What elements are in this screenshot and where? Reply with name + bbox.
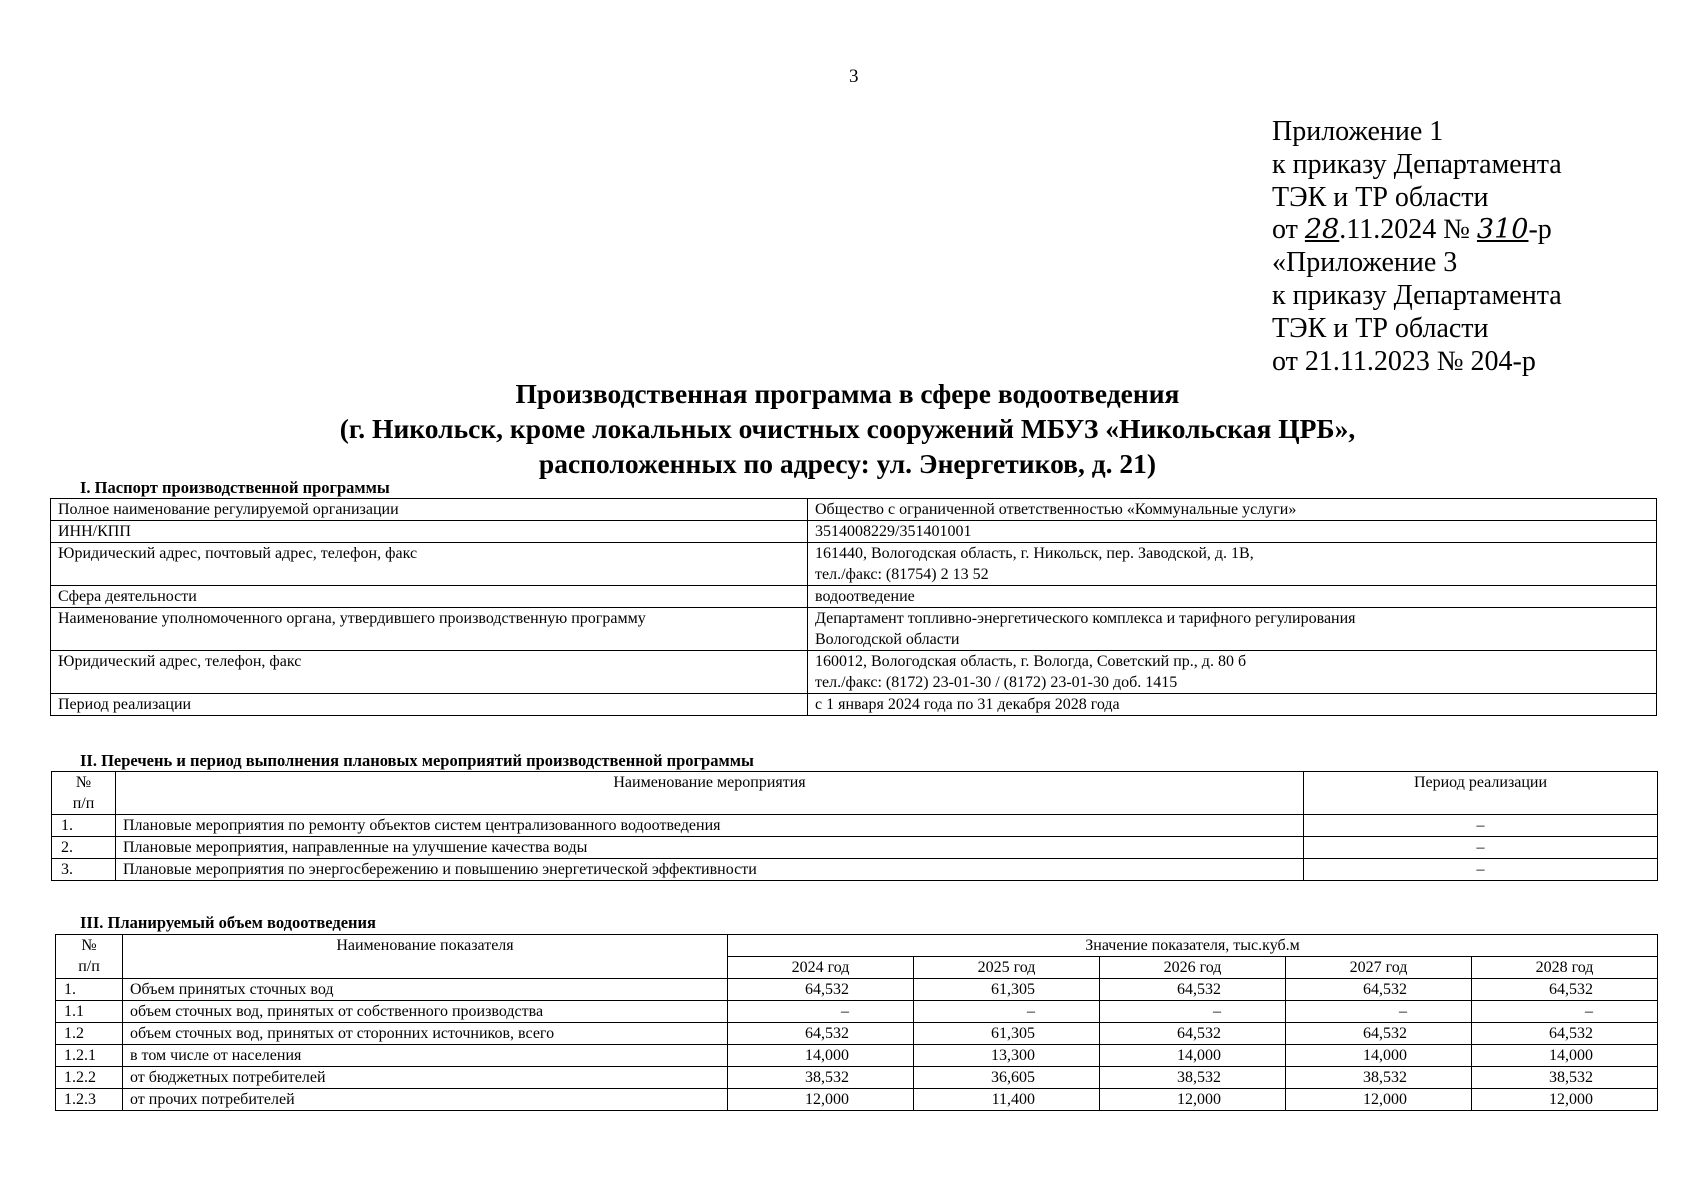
passport-key: Полное наименование регулируемой организации [51, 499, 808, 521]
indicator-name: в том числе от населения [123, 1045, 728, 1067]
indicator-value: 14,000 [1472, 1045, 1658, 1067]
measure-name: Плановые мероприятия по энергосбережению и повышению энергетической эффективности [116, 859, 1304, 881]
indicator-name: объем сточных вод, принятых от сторонних источников, всего [123, 1023, 728, 1045]
appendix-line: к приказу Департамента [1272, 148, 1562, 180]
indicator-value: 13,300 [914, 1045, 1100, 1067]
measures-table [51, 771, 1658, 881]
indicator-value: 64,532 [1472, 979, 1658, 1001]
indicator-value: 64,532 [1286, 1023, 1472, 1045]
appendix-line: ТЭК и ТР области [1272, 181, 1489, 213]
row-number: 1.2 [56, 1023, 123, 1045]
passport-value: 3514008229/351401001 [808, 521, 1657, 543]
table-row [51, 499, 1657, 521]
passport-key: ИНН/КПП [51, 521, 808, 543]
table-row [56, 1089, 1658, 1111]
passport-key: Наименование уполномоченного органа, утвердившего производственную программу [51, 608, 808, 651]
indicator-value: – [1286, 1001, 1472, 1023]
column-header-year: 2027 год [1286, 957, 1472, 979]
indicator-value: 11,400 [914, 1089, 1100, 1111]
measure-name: Плановые мероприятия, направленные на улучшение качества воды [116, 837, 1304, 859]
column-header-number-line: п/п [72, 795, 95, 812]
passport-value-line: Департамент топливно-энергетического комплекса и тарифного регулирования [815, 610, 1356, 627]
measure-period: – [1304, 815, 1658, 837]
indicator-value: 38,532 [728, 1067, 914, 1089]
passport-value [808, 608, 1657, 651]
indicator-value: 36,605 [914, 1067, 1100, 1089]
row-number: 3. [52, 859, 116, 881]
appendix-block [1272, 116, 1562, 378]
measure-period: – [1304, 837, 1658, 859]
passport-value-line: 160012, Вологодская область, г. Вологда, Советский пр., д. 80 б [815, 653, 1247, 670]
table-row [51, 608, 1657, 651]
passport-value [808, 651, 1657, 694]
volume-table [55, 934, 1658, 1111]
indicator-value: 38,532 [1472, 1067, 1658, 1089]
table-row [51, 651, 1657, 694]
indicator-value: 61,305 [914, 1023, 1100, 1045]
indicator-value: – [914, 1001, 1100, 1023]
column-header-name: Наименование показателя [123, 935, 728, 979]
indicator-value: 12,000 [1472, 1089, 1658, 1111]
passport-value [808, 543, 1657, 586]
indicator-value: 38,532 [1286, 1067, 1472, 1089]
handwritten-day: 28 [1304, 214, 1340, 246]
indicator-value: 14,000 [1100, 1045, 1286, 1067]
appendix-prefix: от [1272, 214, 1305, 246]
column-header-number-line: № [75, 774, 92, 791]
section1-heading: I. Паспорт производственной программы [80, 478, 390, 497]
table-row [52, 815, 1658, 837]
appendix-date: .11.2024 № [1339, 214, 1477, 246]
table-header-row [56, 935, 1658, 957]
table-row [51, 521, 1657, 543]
column-header-year: 2025 год [914, 957, 1100, 979]
title-line: Производственная программа в сфере водоотведения [515, 378, 1180, 409]
document-title [0, 376, 1695, 481]
indicator-value: 14,000 [728, 1045, 914, 1067]
indicator-value: – [728, 1001, 914, 1023]
column-header-year: 2026 год [1100, 957, 1286, 979]
column-header-values: Значение показателя, тыс.куб.м [728, 935, 1658, 957]
indicator-value: 64,532 [1100, 979, 1286, 1001]
passport-value-line: тел./факс: (8172) 23-01-30 / (8172) 23-01-30 доб. 1415 [815, 674, 1178, 691]
indicator-value: – [1100, 1001, 1286, 1023]
page-number: 3 [849, 66, 859, 87]
appendix-line: ТЭК и ТР области [1272, 312, 1489, 344]
passport-value: с 1 января 2024 года по 31 декабря 2028 года [808, 694, 1657, 716]
appendix-order-line [1272, 214, 1562, 247]
indicator-value: 61,305 [914, 979, 1100, 1001]
table-row [56, 1023, 1658, 1045]
table-row [56, 1067, 1658, 1089]
row-number: 1. [56, 979, 123, 1001]
indicator-name: от бюджетных потребителей [123, 1067, 728, 1089]
passport-key: Период реализации [51, 694, 808, 716]
table-row [56, 1001, 1658, 1023]
passport-value-line: 161440, Вологодская область, г. Никольск, пер. Заводской, д. 1В, [815, 545, 1254, 562]
section3-heading: III. Планируемый объем водоотведения [80, 913, 376, 932]
indicator-value: 64,532 [1472, 1023, 1658, 1045]
indicator-value: 12,000 [728, 1089, 914, 1111]
indicator-value: 64,532 [1286, 979, 1472, 1001]
column-header-number-line: п/п [78, 958, 100, 975]
column-header-number-line: № [81, 937, 97, 954]
passport-value-line: тел./факс: (81754) 2 13 52 [815, 566, 989, 583]
measure-period: – [1304, 859, 1658, 881]
passport-value-line: Вологодской области [815, 631, 960, 648]
passport-key: Юридический адрес, телефон, факс [51, 651, 808, 694]
row-number: 1.2.2 [56, 1067, 123, 1089]
appendix-line: к приказу Департамента [1272, 279, 1562, 311]
appendix-line: от 21.11.2023 № 204-р [1272, 345, 1536, 377]
indicator-value: 64,532 [728, 979, 914, 1001]
row-number: 1.2.3 [56, 1089, 123, 1111]
table-row [51, 586, 1657, 608]
row-number: 1. [52, 815, 116, 837]
table-row [56, 979, 1658, 1001]
table-header-row [52, 772, 1658, 815]
indicator-value: 14,000 [1286, 1045, 1472, 1067]
indicator-value: 12,000 [1286, 1089, 1472, 1111]
column-header-year: 2028 год [1472, 957, 1658, 979]
table-row [52, 859, 1658, 881]
column-header-year: 2024 год [728, 957, 914, 979]
passport-key: Сфера деятельности [51, 586, 808, 608]
indicator-value: 38,532 [1100, 1067, 1286, 1089]
indicator-value: 64,532 [728, 1023, 914, 1045]
row-number: 1.2.1 [56, 1045, 123, 1067]
table-row [51, 694, 1657, 716]
section2-heading: II. Перечень и период выполнения плановых мероприятий производственной программы [80, 751, 754, 770]
appendix-suffix: -р [1528, 214, 1552, 246]
title-line: (г. Никольск, кроме локальных очистных сооружений МБУЗ «Никольская ЦРБ», [339, 413, 1356, 444]
column-header-number [52, 772, 116, 815]
passport-value: Общество с ограниченной ответственностью «Коммунальные услуги» [808, 499, 1657, 521]
table-row [51, 543, 1657, 586]
column-header-period: Период реализации [1304, 772, 1658, 815]
title-line: расположенных по адресу: ул. Энергетиков, д. 21) [538, 448, 1157, 479]
indicator-value: 12,000 [1100, 1089, 1286, 1111]
column-header-number [56, 935, 123, 979]
row-number: 2. [52, 837, 116, 859]
column-header-name: Наименование мероприятия [116, 772, 1304, 815]
appendix-line: «Приложение 3 [1272, 247, 1458, 279]
indicator-value: – [1472, 1001, 1658, 1023]
passport-table [50, 498, 1657, 716]
indicator-name: Объем принятых сточных вод [123, 979, 728, 1001]
indicator-name: от прочих потребителей [123, 1089, 728, 1111]
measure-name: Плановые мероприятия по ремонту объектов систем централизованного водоотведения [116, 815, 1304, 837]
row-number: 1.1 [56, 1001, 123, 1023]
indicator-name: объем сточных вод, принятых от собственного производства [123, 1001, 728, 1023]
passport-key: Юридический адрес, почтовый адрес, телефон, факс [51, 543, 808, 586]
appendix-line: Приложение 1 [1272, 116, 1444, 147]
table-row [56, 1045, 1658, 1067]
handwritten-order-number: 310 [1476, 214, 1529, 246]
passport-value: водоотведение [808, 586, 1657, 608]
indicator-value: 64,532 [1100, 1023, 1286, 1045]
table-row [52, 837, 1658, 859]
